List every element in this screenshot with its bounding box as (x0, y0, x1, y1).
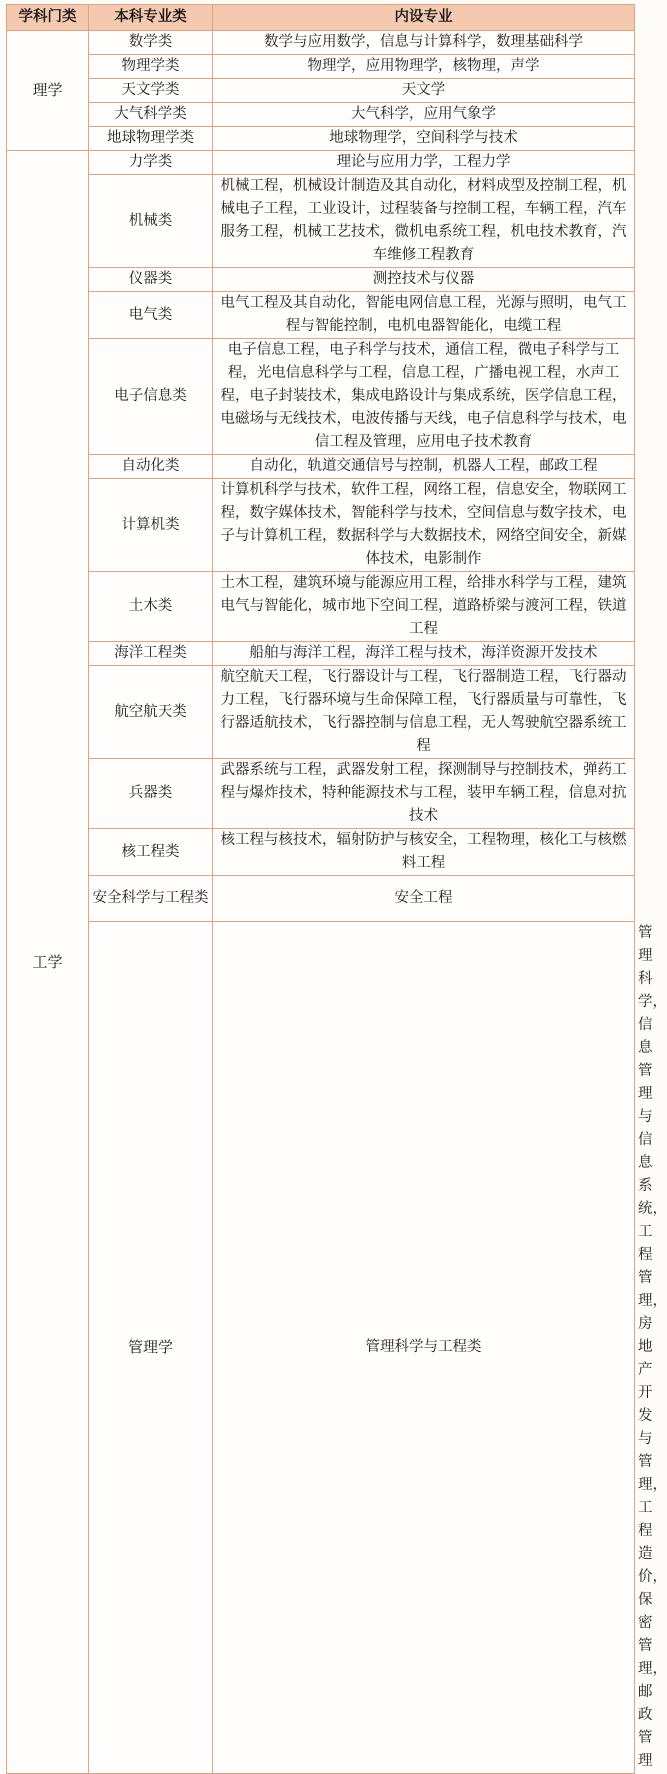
table-row (7, 31, 635, 55)
table-row (7, 175, 635, 268)
table-row (7, 292, 635, 339)
majors-cell: 电气工程及其自动化，智能电网信息工程，光源与照明，电气工程与智能控制，电机电器智能化，电缆工程 (213, 292, 635, 339)
majors-cell: 理论与应用力学，工程力学 (213, 151, 635, 175)
major-class-cell: 电子信息类 (89, 339, 213, 455)
table-row (7, 876, 635, 922)
table-row (7, 103, 635, 127)
header-major-class: 本科专业类 (89, 5, 213, 31)
table-row (7, 268, 635, 292)
table-row (7, 572, 635, 642)
majors-cell: 安全工程 (213, 876, 635, 922)
majors-cell: 机械工程，机械设计制造及其自动化，材料成型及控制工程，机械电子工程，工业设计，过程装备与控制工程，车辆工程，汽车服务工程，机械工艺技术，微机电系统工程，机电技术教育，汽车维修工程教育 (213, 175, 635, 268)
major-catalog-table (6, 4, 667, 1774)
major-class-cell: 兵器类 (89, 759, 213, 829)
major-class-cell: 计算机类 (89, 479, 213, 572)
major-class-cell: 核工程类 (89, 829, 213, 876)
major-class-cell: 电气类 (89, 292, 213, 339)
table-row (7, 455, 635, 479)
table-row (7, 151, 635, 175)
majors-cell: 武器系统与工程，武器发射工程，探测制导与控制技术，弹药工程与爆炸技术，特种能源技术与工程，装甲车辆工程，信息对抗技术 (213, 759, 635, 829)
majors-cell: 电子信息工程，电子科学与技术，通信工程，微电子科学与工程，光电信息科学与工程，信息工程，广播电视工程，水声工程，电子封装技术，集成电路设计与集成系统，医学信息工程，电磁场与无线技术，电波传播与天线，电子信息科学与技术，电信工程及管理，应用电子技术教育 (213, 339, 635, 455)
discipline-cell: 工学 (7, 151, 89, 1774)
majors-cell: 地球物理学，空间科学与技术 (213, 127, 635, 151)
table-row (7, 666, 635, 759)
majors-cell: 土木工程，建筑环境与能源应用工程，给排水科学与工程，建筑电气与智能化，城市地下空间工程，道路桥梁与渡河工程，铁道工程 (213, 572, 635, 642)
major-class-cell: 数学类 (89, 31, 213, 55)
major-class-cell: 管理科学与工程类 (213, 922, 635, 1774)
major-class-cell: 地球物理学类 (89, 127, 213, 151)
table-row (7, 759, 635, 829)
table-row (7, 55, 635, 79)
major-class-cell: 自动化类 (89, 455, 213, 479)
header-discipline: 学科门类 (7, 5, 89, 31)
major-class-cell: 航空航天类 (89, 666, 213, 759)
major-class-cell: 物理学类 (89, 55, 213, 79)
majors-cell: 航空航天工程，飞行器设计与工程，飞行器制造工程，飞行器动力工程，飞行器环境与生命保障工程，飞行器质量与可靠性，飞行器适航技术，飞行器控制与信息工程，无人驾驶航空器系统工程 (213, 666, 635, 759)
table-row: 管理学 管理科学与工程类 管理科学，信息管理与信息系统，工程管理，房地产开发与管理，工程造价，保密管理，邮政管理 (7, 922, 635, 1774)
table-row (7, 642, 635, 666)
majors-cell: 数学与应用数学，信息与计算科学，数理基础科学 (213, 31, 635, 55)
major-class-cell: 海洋工程类 (89, 642, 213, 666)
major-class-cell: 安全科学与工程类 (89, 876, 213, 922)
table-row (7, 79, 635, 103)
majors-cell: 自动化，轨道交通信号与控制，机器人工程，邮政工程 (213, 455, 635, 479)
majors-cell: 大气科学，应用气象学 (213, 103, 635, 127)
major-class-cell: 力学类 (89, 151, 213, 175)
major-class-cell: 机械类 (89, 175, 213, 268)
majors-cell: 测控技术与仪器 (213, 268, 635, 292)
discipline-cell: 理学 (7, 31, 89, 151)
major-class-cell: 大气科学类 (89, 103, 213, 127)
majors-cell: 核工程与核技术，辐射防护与核安全，工程物理，核化工与核燃料工程 (213, 829, 635, 876)
major-class-cell: 天文学类 (89, 79, 213, 103)
majors-cell: 船舶与海洋工程，海洋工程与技术，海洋资源开发技术 (213, 642, 635, 666)
majors-cell: 计算机科学与技术，软件工程，网络工程，信息安全，物联网工程，数字媒体技术，智能科学与技术，空间信息与数字技术，电子与计算机工程，数据科学与大数据技术，网络空间安全，新媒体技术，电影制作 (213, 479, 635, 572)
major-class-cell: 仪器类 (89, 268, 213, 292)
table-row (7, 127, 635, 151)
discipline-cell: 管理学 (89, 922, 213, 1774)
table-row (7, 479, 635, 572)
table-row (7, 339, 635, 455)
table-row (7, 829, 635, 876)
header-row (7, 5, 635, 31)
major-class-cell: 土木类 (89, 572, 213, 642)
header-majors: 内设专业 (213, 5, 635, 31)
majors-cell: 天文学 (213, 79, 635, 103)
majors-cell: 物理学，应用物理学，核物理，声学 (213, 55, 635, 79)
